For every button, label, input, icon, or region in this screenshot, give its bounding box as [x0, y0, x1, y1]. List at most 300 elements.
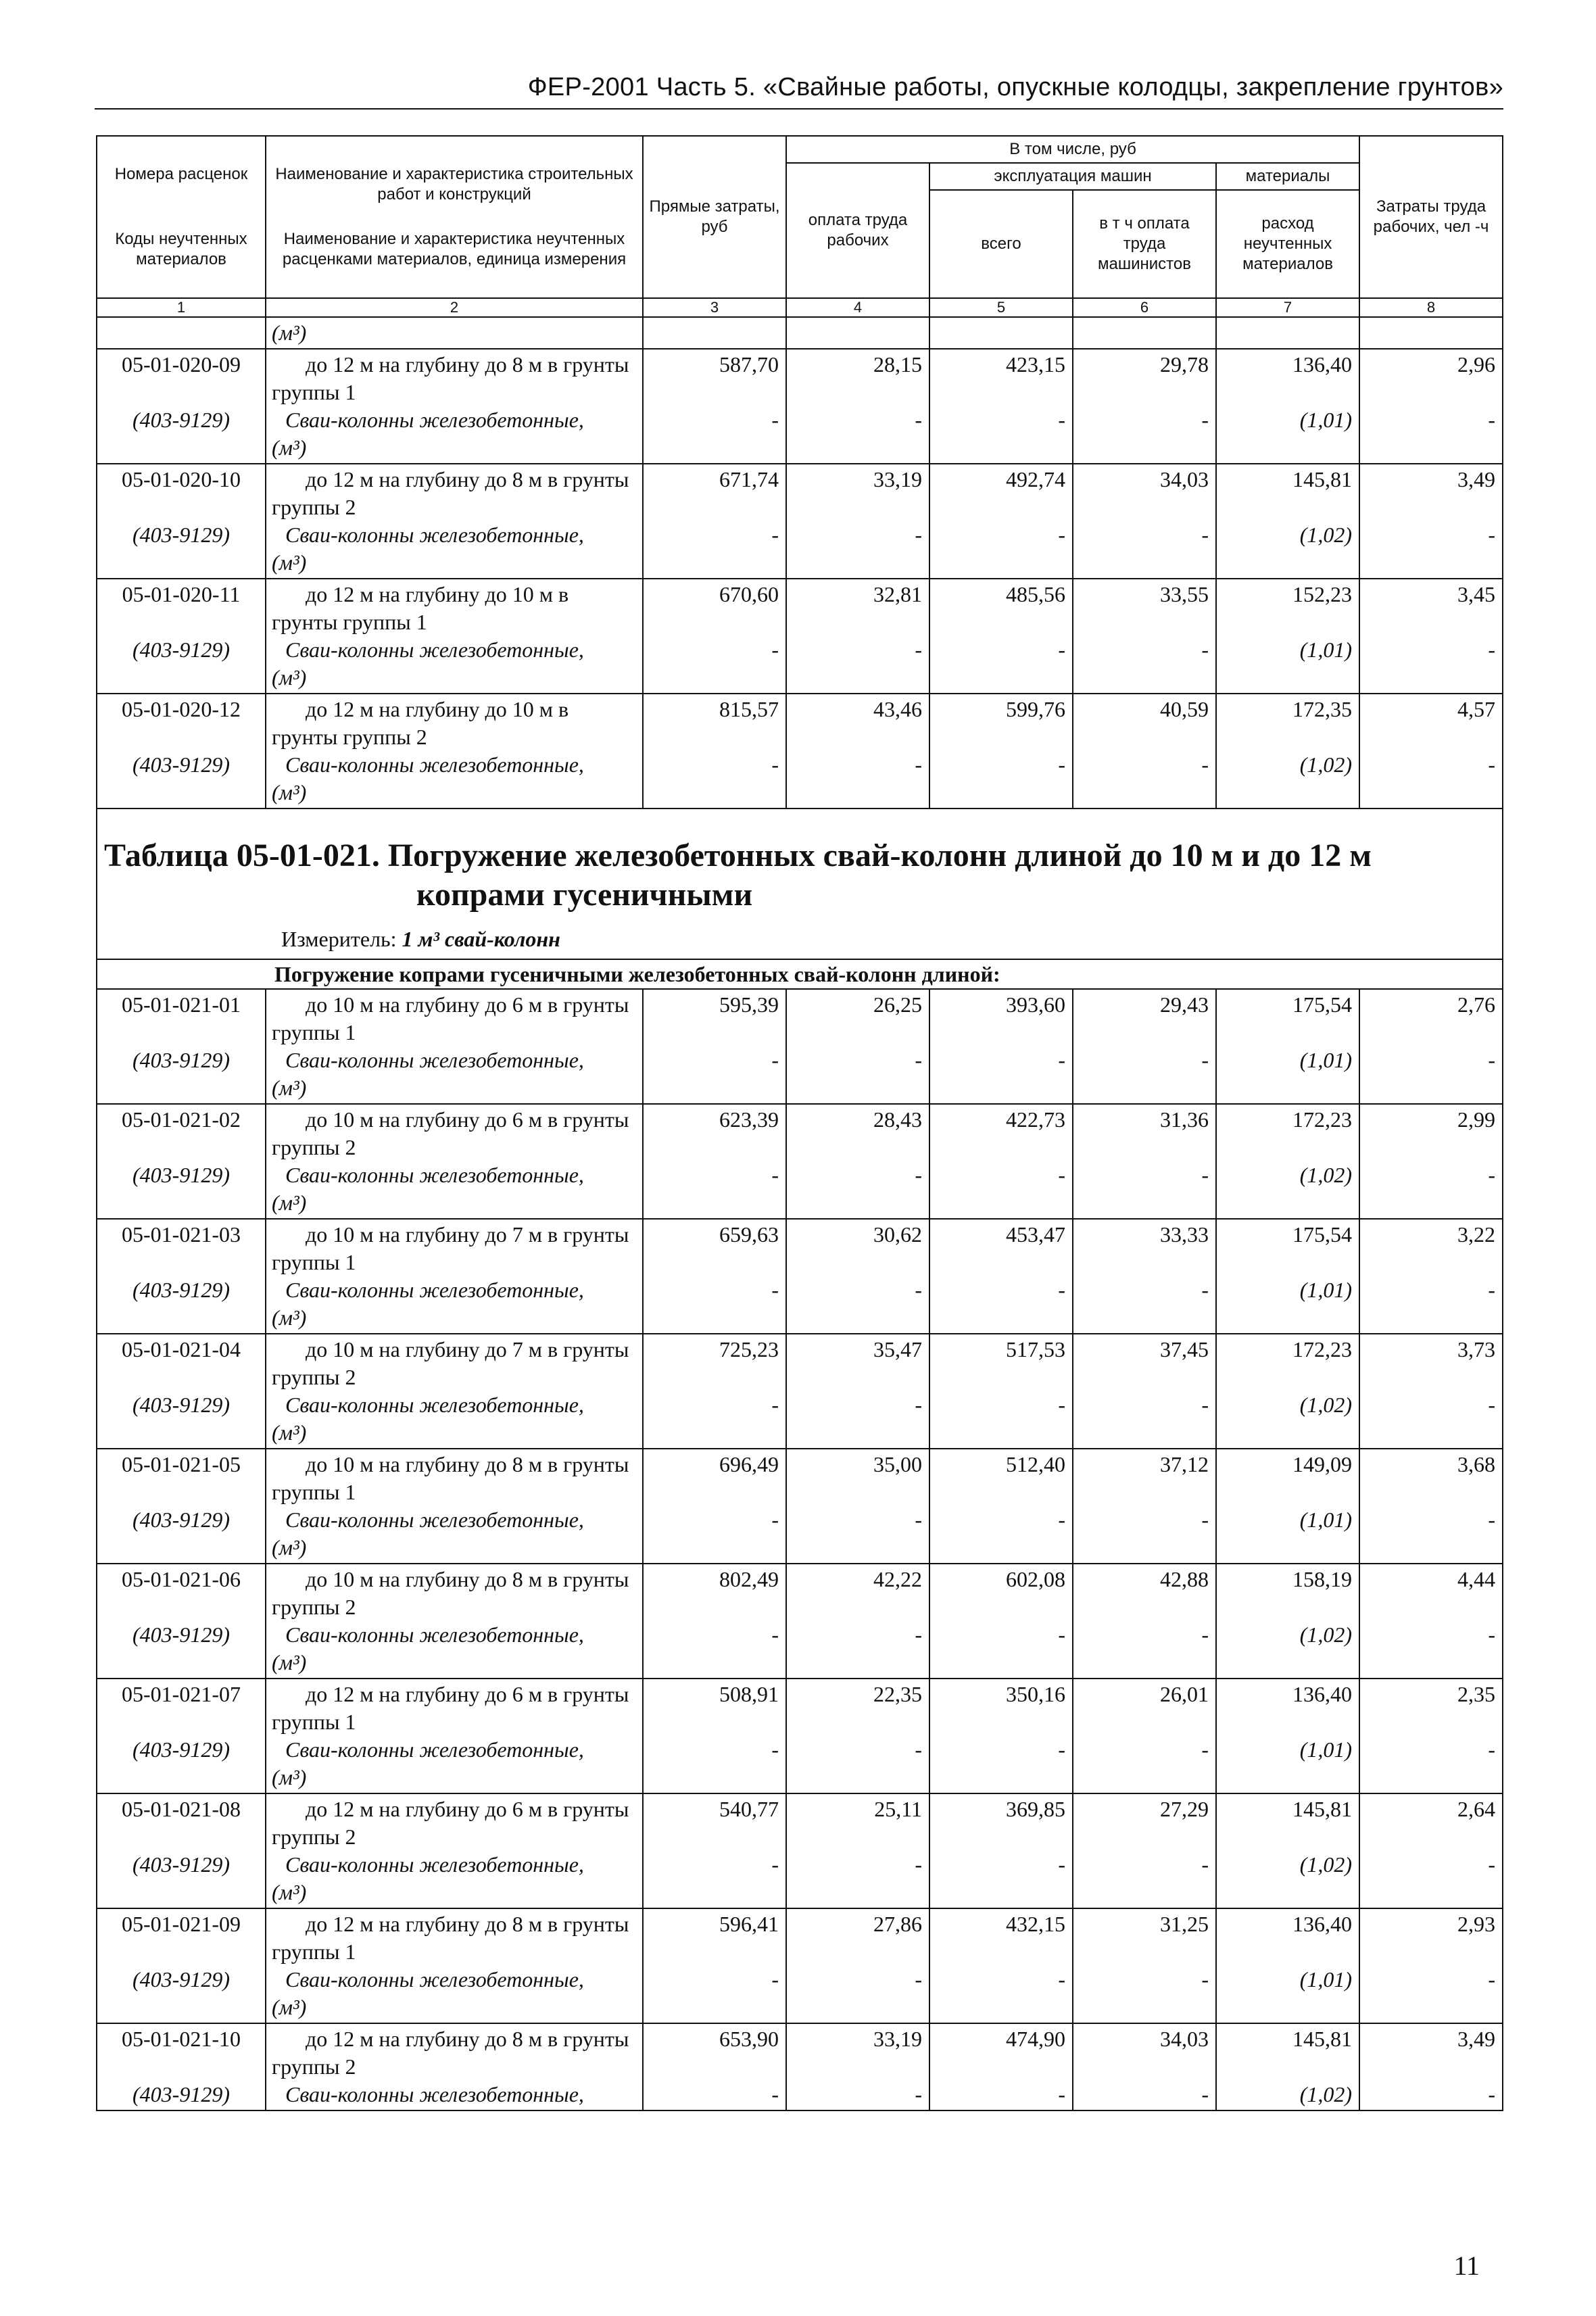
description-cell	[266, 989, 643, 1104]
value-cell	[929, 1679, 1073, 1793]
dash: -	[1201, 1048, 1209, 1072]
value: 492,74	[1006, 467, 1065, 491]
material-consumption: (1,02)	[1299, 1163, 1353, 1187]
work-description: до 12 м на глубину до 8 м в грунты группы 2	[272, 2027, 629, 2079]
colnum-3: 3	[643, 298, 786, 317]
value-cell	[643, 349, 786, 464]
dash: -	[1058, 752, 1065, 777]
dash: -	[1201, 1852, 1209, 1877]
rate-code-cell	[97, 1908, 266, 2023]
value: 136,40	[1292, 1682, 1353, 1706]
dash: -	[1058, 1507, 1065, 1532]
dash: -	[1488, 637, 1496, 662]
value: 653,90	[719, 2027, 779, 2051]
value-cell	[929, 349, 1073, 464]
carry-unit: (м³)	[272, 320, 307, 345]
dash: -	[1058, 1622, 1065, 1647]
value-cell	[1073, 464, 1216, 579]
price-table	[96, 135, 1502, 2111]
col-machines-wage-header: в т ч оплата труда машинистов	[1073, 190, 1216, 298]
value-cell	[786, 1334, 929, 1449]
colnum-2: 2	[266, 298, 643, 317]
description-cell	[266, 1679, 643, 1793]
material-consumption: (1,02)	[1299, 523, 1353, 547]
material-description: Сваи-колонны железобетонные,	[285, 1278, 584, 1302]
material-description: Сваи-колонны железобетонные,	[285, 1967, 584, 1992]
value-cell	[1359, 349, 1503, 464]
rate-code-cell	[97, 1219, 266, 1334]
value: 29,43	[1160, 992, 1209, 1017]
value: 34,03	[1160, 2027, 1209, 2051]
colnum-5: 5	[929, 298, 1073, 317]
value: 623,39	[719, 1107, 779, 1132]
value-cell	[1073, 349, 1216, 464]
dash: -	[1488, 523, 1496, 547]
rate-code: 05-01-021-08	[122, 1797, 241, 1821]
dash: -	[771, 752, 779, 777]
material-code: (403-9129)	[132, 523, 230, 547]
value-cell	[643, 1334, 786, 1449]
rate-code-cell	[97, 1449, 266, 1564]
rates-table	[96, 135, 1503, 2111]
dash: -	[915, 637, 922, 662]
value: 32,81	[873, 582, 922, 606]
materials-header: материалы	[1216, 163, 1359, 190]
rate-code-cell	[97, 2023, 266, 2110]
dash: -	[915, 1393, 922, 1417]
material-unit: (м³)	[272, 1305, 307, 1330]
value: 37,45	[1160, 1337, 1209, 1361]
value-cell	[1073, 579, 1216, 694]
rate-code-cell	[97, 1104, 266, 1219]
value-cell	[1216, 1908, 1359, 2023]
material-description: Сваи-колонны железобетонные,	[285, 1048, 584, 1072]
value: 22,35	[873, 1682, 922, 1706]
value-cell	[786, 1908, 929, 2023]
value-cell	[786, 349, 929, 464]
value: 696,49	[719, 1452, 779, 1476]
value: 540,77	[719, 1797, 779, 1821]
dash: -	[1201, 752, 1209, 777]
material-unit: (м³)	[272, 435, 307, 460]
value-cell	[786, 694, 929, 809]
dash: -	[1058, 1967, 1065, 1992]
value-cell	[1216, 1679, 1359, 1793]
value: 27,86	[873, 1912, 922, 1936]
rate-code: 05-01-021-09	[122, 1912, 241, 1936]
description-cell	[266, 1908, 643, 2023]
value: 602,08	[1006, 1567, 1065, 1591]
material-description: Сваи-колонны железобетонные,	[285, 1622, 584, 1647]
value-cell	[1216, 1104, 1359, 1219]
material-unit: (м³)	[272, 1190, 307, 1215]
dash: -	[1201, 1737, 1209, 1762]
material-description: Сваи-колонны железобетонные,	[285, 2082, 584, 2106]
carry-over-row	[97, 317, 1503, 349]
rate-code-cell	[97, 989, 266, 1104]
rate-code-cell	[97, 579, 266, 694]
description-cell	[266, 579, 643, 694]
table-row	[97, 464, 1503, 579]
value-cell	[929, 464, 1073, 579]
dash: -	[1058, 1048, 1065, 1072]
value-cell	[1073, 1449, 1216, 1564]
value: 145,81	[1292, 467, 1353, 491]
value-cell	[1073, 1679, 1216, 1793]
value: 3,45	[1457, 582, 1496, 606]
value-cell	[1359, 1679, 1503, 1793]
material-code: (403-9129)	[132, 1967, 230, 1992]
table-row	[97, 1679, 1503, 1793]
material-unit: (м³)	[272, 1076, 307, 1100]
dash: -	[1488, 1737, 1496, 1762]
value: 172,35	[1292, 697, 1353, 721]
dash: -	[1058, 2082, 1065, 2106]
value: 2,96	[1457, 352, 1496, 377]
material-code: (403-9129)	[132, 1852, 230, 1877]
measure-value: 1 м³ свай-колонн	[402, 927, 560, 951]
dash: -	[1201, 1967, 1209, 1992]
material-description: Сваи-колонны железобетонные,	[285, 523, 584, 547]
value: 172,23	[1292, 1337, 1353, 1361]
dash: -	[915, 752, 922, 777]
caption-line-1: Таблица 05-01-021. Погружение железобетонных свай-колонн длиной до 10 м и до 12 м	[104, 838, 1372, 873]
work-description: до 10 м на глубину до 8 м в грунты группы 1	[272, 1452, 629, 1504]
col-machines-total-header: всего	[929, 190, 1073, 298]
value: 815,57	[719, 697, 779, 721]
material-description: Сваи-колонны железобетонные,	[285, 752, 584, 777]
incl-header: В том числе, руб	[786, 136, 1359, 163]
description-cell	[266, 2023, 643, 2110]
value-cell	[929, 1564, 1073, 1679]
value: 512,40	[1006, 1452, 1065, 1476]
material-unit: (м³)	[272, 665, 307, 690]
value: 149,09	[1292, 1452, 1353, 1476]
dash: -	[1201, 1393, 1209, 1417]
material-code: (403-9129)	[132, 1507, 230, 1532]
col1-top-label: Номера расценок	[114, 165, 248, 183]
work-description: до 10 м на глубину до 7 м в грунты группы 2	[272, 1337, 629, 1389]
col-labor-header: Затраты труда рабочих, чел -ч	[1359, 136, 1503, 298]
description-cell	[266, 349, 643, 464]
value-cell	[1359, 1793, 1503, 1908]
dash: -	[1201, 2082, 1209, 2106]
rate-code-cell	[97, 349, 266, 464]
value-cell	[1359, 694, 1503, 809]
material-unit: (м³)	[272, 780, 307, 804]
value-cell	[643, 1104, 786, 1219]
dash: -	[1201, 523, 1209, 547]
col1-bottom-label: Коды неучтенных материалов	[115, 230, 247, 268]
work-description: до 10 м на глубину до 8 м в грунты группы 2	[272, 1567, 629, 1619]
value: 508,91	[719, 1682, 779, 1706]
value: 35,47	[873, 1337, 922, 1361]
value-cell	[1073, 1104, 1216, 1219]
dash: -	[1488, 1967, 1496, 1992]
value-cell	[786, 2023, 929, 2110]
dash: -	[915, 523, 922, 547]
dash: -	[915, 1048, 922, 1072]
material-unit: (м³)	[272, 1880, 307, 1904]
rate-code: 05-01-021-05	[122, 1452, 241, 1476]
dash: -	[771, 1163, 779, 1187]
material-code: (403-9129)	[132, 752, 230, 777]
material-unit: (м³)	[272, 1535, 307, 1560]
material-description: Сваи-колонны железобетонные,	[285, 1507, 584, 1532]
dash: -	[1488, 1852, 1496, 1877]
value: 2,76	[1457, 992, 1496, 1017]
value-cell	[643, 579, 786, 694]
dash: -	[1201, 1163, 1209, 1187]
dash: -	[915, 1163, 922, 1187]
work-description: до 12 м на глубину до 8 м в грунты группы 1	[272, 1912, 629, 1964]
value-cell	[1216, 1564, 1359, 1679]
value-cell	[786, 1219, 929, 1334]
value-cell	[929, 1793, 1073, 1908]
caption-row	[97, 809, 1503, 959]
dash: -	[771, 637, 779, 662]
value: 517,53	[1006, 1337, 1065, 1361]
dash: -	[1058, 1737, 1065, 1762]
value: 40,59	[1160, 697, 1209, 721]
value-cell	[1359, 1334, 1503, 1449]
value-cell	[1359, 1564, 1503, 1679]
dash: -	[771, 523, 779, 547]
colnum-8: 8	[1359, 298, 1503, 317]
description-cell	[266, 464, 643, 579]
description-cell	[266, 1334, 643, 1449]
description-cell	[266, 1449, 643, 1564]
value-cell	[1216, 989, 1359, 1104]
value: 2,93	[1457, 1912, 1496, 1936]
work-description: до 10 м на глубину до 6 м в грунты группы 2	[272, 1107, 629, 1159]
value-cell	[643, 1793, 786, 1908]
rate-code: 05-01-020-10	[122, 467, 241, 491]
dash: -	[771, 1967, 779, 1992]
value: 29,78	[1160, 352, 1209, 377]
value: 393,60	[1006, 992, 1065, 1017]
value-cell	[929, 989, 1073, 1104]
col-codes-header	[97, 136, 266, 298]
value: 3,73	[1457, 1337, 1496, 1361]
value: 42,88	[1160, 1567, 1209, 1591]
dash: -	[915, 1507, 922, 1532]
material-consumption: (1,01)	[1299, 1507, 1353, 1532]
dash: -	[1201, 637, 1209, 662]
rate-code: 05-01-020-09	[122, 352, 241, 377]
value: 175,54	[1292, 1222, 1353, 1247]
material-consumption: (1,02)	[1299, 752, 1353, 777]
header-rule	[95, 108, 1503, 110]
dash: -	[915, 1622, 922, 1647]
value-cell	[786, 464, 929, 579]
value-cell	[786, 1564, 929, 1679]
material-consumption: (1,02)	[1299, 1393, 1353, 1417]
dash: -	[1058, 1163, 1065, 1187]
material-unit: (м³)	[272, 1650, 307, 1674]
work-description: до 12 м на глубину до 6 м в грунты группы 2	[272, 1797, 629, 1849]
value-cell	[1073, 1219, 1216, 1334]
rate-code: 05-01-020-11	[122, 582, 241, 606]
value: 3,49	[1457, 2027, 1496, 2051]
table-row	[97, 1908, 1503, 2023]
work-description: до 12 м на глубину до 10 м в грунты группы 1	[272, 582, 569, 634]
material-consumption: (1,01)	[1299, 1278, 1353, 1302]
table-row	[97, 1219, 1503, 1334]
material-code: (403-9129)	[132, 2082, 230, 2106]
dash: -	[1058, 637, 1065, 662]
dash: -	[1488, 1622, 1496, 1647]
dash: -	[771, 1048, 779, 1072]
value: 725,23	[719, 1337, 779, 1361]
value: 659,63	[719, 1222, 779, 1247]
rows-table-020	[97, 349, 1503, 809]
value: 671,74	[719, 467, 779, 491]
value-cell	[929, 1334, 1073, 1449]
work-description: до 12 м на глубину до 6 м в грунты группы 1	[272, 1682, 629, 1734]
material-consumption: (1,02)	[1299, 1622, 1353, 1647]
colnum-4: 4	[786, 298, 929, 317]
value-cell	[929, 1219, 1073, 1334]
value-cell	[786, 579, 929, 694]
dash: -	[915, 1278, 922, 1302]
description-cell	[266, 694, 643, 809]
value-cell	[786, 989, 929, 1104]
value-cell	[1073, 1564, 1216, 1679]
rate-code: 05-01-021-07	[122, 1682, 241, 1706]
value-cell	[929, 694, 1073, 809]
value: 369,85	[1006, 1797, 1065, 1821]
dash: -	[1488, 2082, 1496, 2106]
value: 350,16	[1006, 1682, 1065, 1706]
value: 453,47	[1006, 1222, 1065, 1247]
description-cell	[266, 1219, 643, 1334]
work-description: до 12 м на глубину до 8 м в грунты группы 1	[272, 352, 629, 404]
value: 3,68	[1457, 1452, 1496, 1476]
value-cell	[929, 579, 1073, 694]
col2-top-label: Наименование и характеристика строительных работ и конструкций	[275, 165, 633, 203]
rate-code-cell	[97, 1793, 266, 1908]
value: 31,36	[1160, 1107, 1209, 1132]
work-description: до 12 м на глубину до 8 м в грунты группы 2	[272, 467, 629, 519]
value-cell	[1216, 579, 1359, 694]
material-code: (403-9129)	[132, 1393, 230, 1417]
rate-code: 05-01-020-12	[122, 697, 241, 721]
value-cell	[786, 1793, 929, 1908]
rate-code-cell	[97, 1564, 266, 1679]
dash: -	[1201, 1622, 1209, 1647]
material-code: (403-9129)	[132, 637, 230, 662]
dash: -	[1488, 1048, 1496, 1072]
dash: -	[1488, 1507, 1496, 1532]
value-cell	[1216, 694, 1359, 809]
table-row	[97, 579, 1503, 694]
value: 28,43	[873, 1107, 922, 1132]
dash: -	[1488, 408, 1496, 432]
col-wage-header: оплата труда рабочих	[786, 163, 929, 298]
value: 4,57	[1457, 697, 1496, 721]
value: 2,64	[1457, 1797, 1496, 1821]
material-code: (403-9129)	[132, 1048, 230, 1072]
value: 595,39	[719, 992, 779, 1017]
table-measure	[104, 927, 1495, 952]
colnum-1: 1	[97, 298, 266, 317]
value: 158,19	[1292, 1567, 1353, 1591]
value-cell	[1359, 2023, 1503, 2110]
value: 33,33	[1160, 1222, 1209, 1247]
material-consumption: (1,01)	[1299, 637, 1353, 662]
dash: -	[1488, 1393, 1496, 1417]
table-row	[97, 1449, 1503, 1564]
dash: -	[771, 1622, 779, 1647]
table-row	[97, 989, 1503, 1104]
machines-header: эксплуатация машин	[929, 163, 1216, 190]
material-description: Сваи-колонны железобетонные,	[285, 1393, 584, 1417]
material-code: (403-9129)	[132, 1163, 230, 1187]
material-code: (403-9129)	[132, 1278, 230, 1302]
value: 34,03	[1160, 467, 1209, 491]
material-consumption: (1,01)	[1299, 408, 1353, 432]
value-cell	[643, 2023, 786, 2110]
value: 30,62	[873, 1222, 922, 1247]
value: 3,49	[1457, 467, 1496, 491]
dash: -	[1201, 1507, 1209, 1532]
rate-code: 05-01-021-01	[122, 992, 241, 1017]
value-cell	[1216, 1793, 1359, 1908]
value-cell	[1216, 1219, 1359, 1334]
value-cell	[1359, 1104, 1503, 1219]
table-row	[97, 1564, 1503, 1679]
value: 145,81	[1292, 2027, 1353, 2051]
dash: -	[1488, 1278, 1496, 1302]
value: 2,35	[1457, 1682, 1496, 1706]
rate-code: 05-01-021-02	[122, 1107, 241, 1132]
value: 37,12	[1160, 1452, 1209, 1476]
dash: -	[771, 1393, 779, 1417]
material-description: Сваи-колонны железобетонные,	[285, 637, 584, 662]
value-cell	[643, 989, 786, 1104]
colnum-6: 6	[1073, 298, 1216, 317]
dash: -	[915, 1967, 922, 1992]
work-description: до 12 м на глубину до 10 м в грунты группы 2	[272, 697, 569, 749]
col2-bottom-label: Наименование и характеристика неучтенных расценками материалов, единица измерения	[282, 230, 627, 268]
value: 28,15	[873, 352, 922, 377]
table-row	[97, 2023, 1503, 2110]
rate-code-cell	[97, 464, 266, 579]
value: 31,25	[1160, 1912, 1209, 1936]
material-code: (403-9129)	[132, 408, 230, 432]
value-cell	[643, 1449, 786, 1564]
measure-label: Измеритель:	[281, 927, 402, 951]
rate-code: 05-01-021-03	[122, 1222, 241, 1247]
value: 33,19	[873, 467, 922, 491]
description-cell	[266, 1793, 643, 1908]
value-cell	[1359, 989, 1503, 1104]
value: 599,76	[1006, 697, 1065, 721]
value-cell	[643, 464, 786, 579]
colnum-7: 7	[1216, 298, 1359, 317]
value-cell	[1073, 694, 1216, 809]
value-cell	[1073, 989, 1216, 1104]
value: 4,44	[1457, 1567, 1496, 1591]
value-cell	[1359, 579, 1503, 694]
value: 145,81	[1292, 1797, 1353, 1821]
value-cell	[786, 1679, 929, 1793]
value: 596,41	[719, 1912, 779, 1936]
rate-code-cell	[97, 694, 266, 809]
value: 3,22	[1457, 1222, 1496, 1247]
value: 136,40	[1292, 1912, 1353, 1936]
